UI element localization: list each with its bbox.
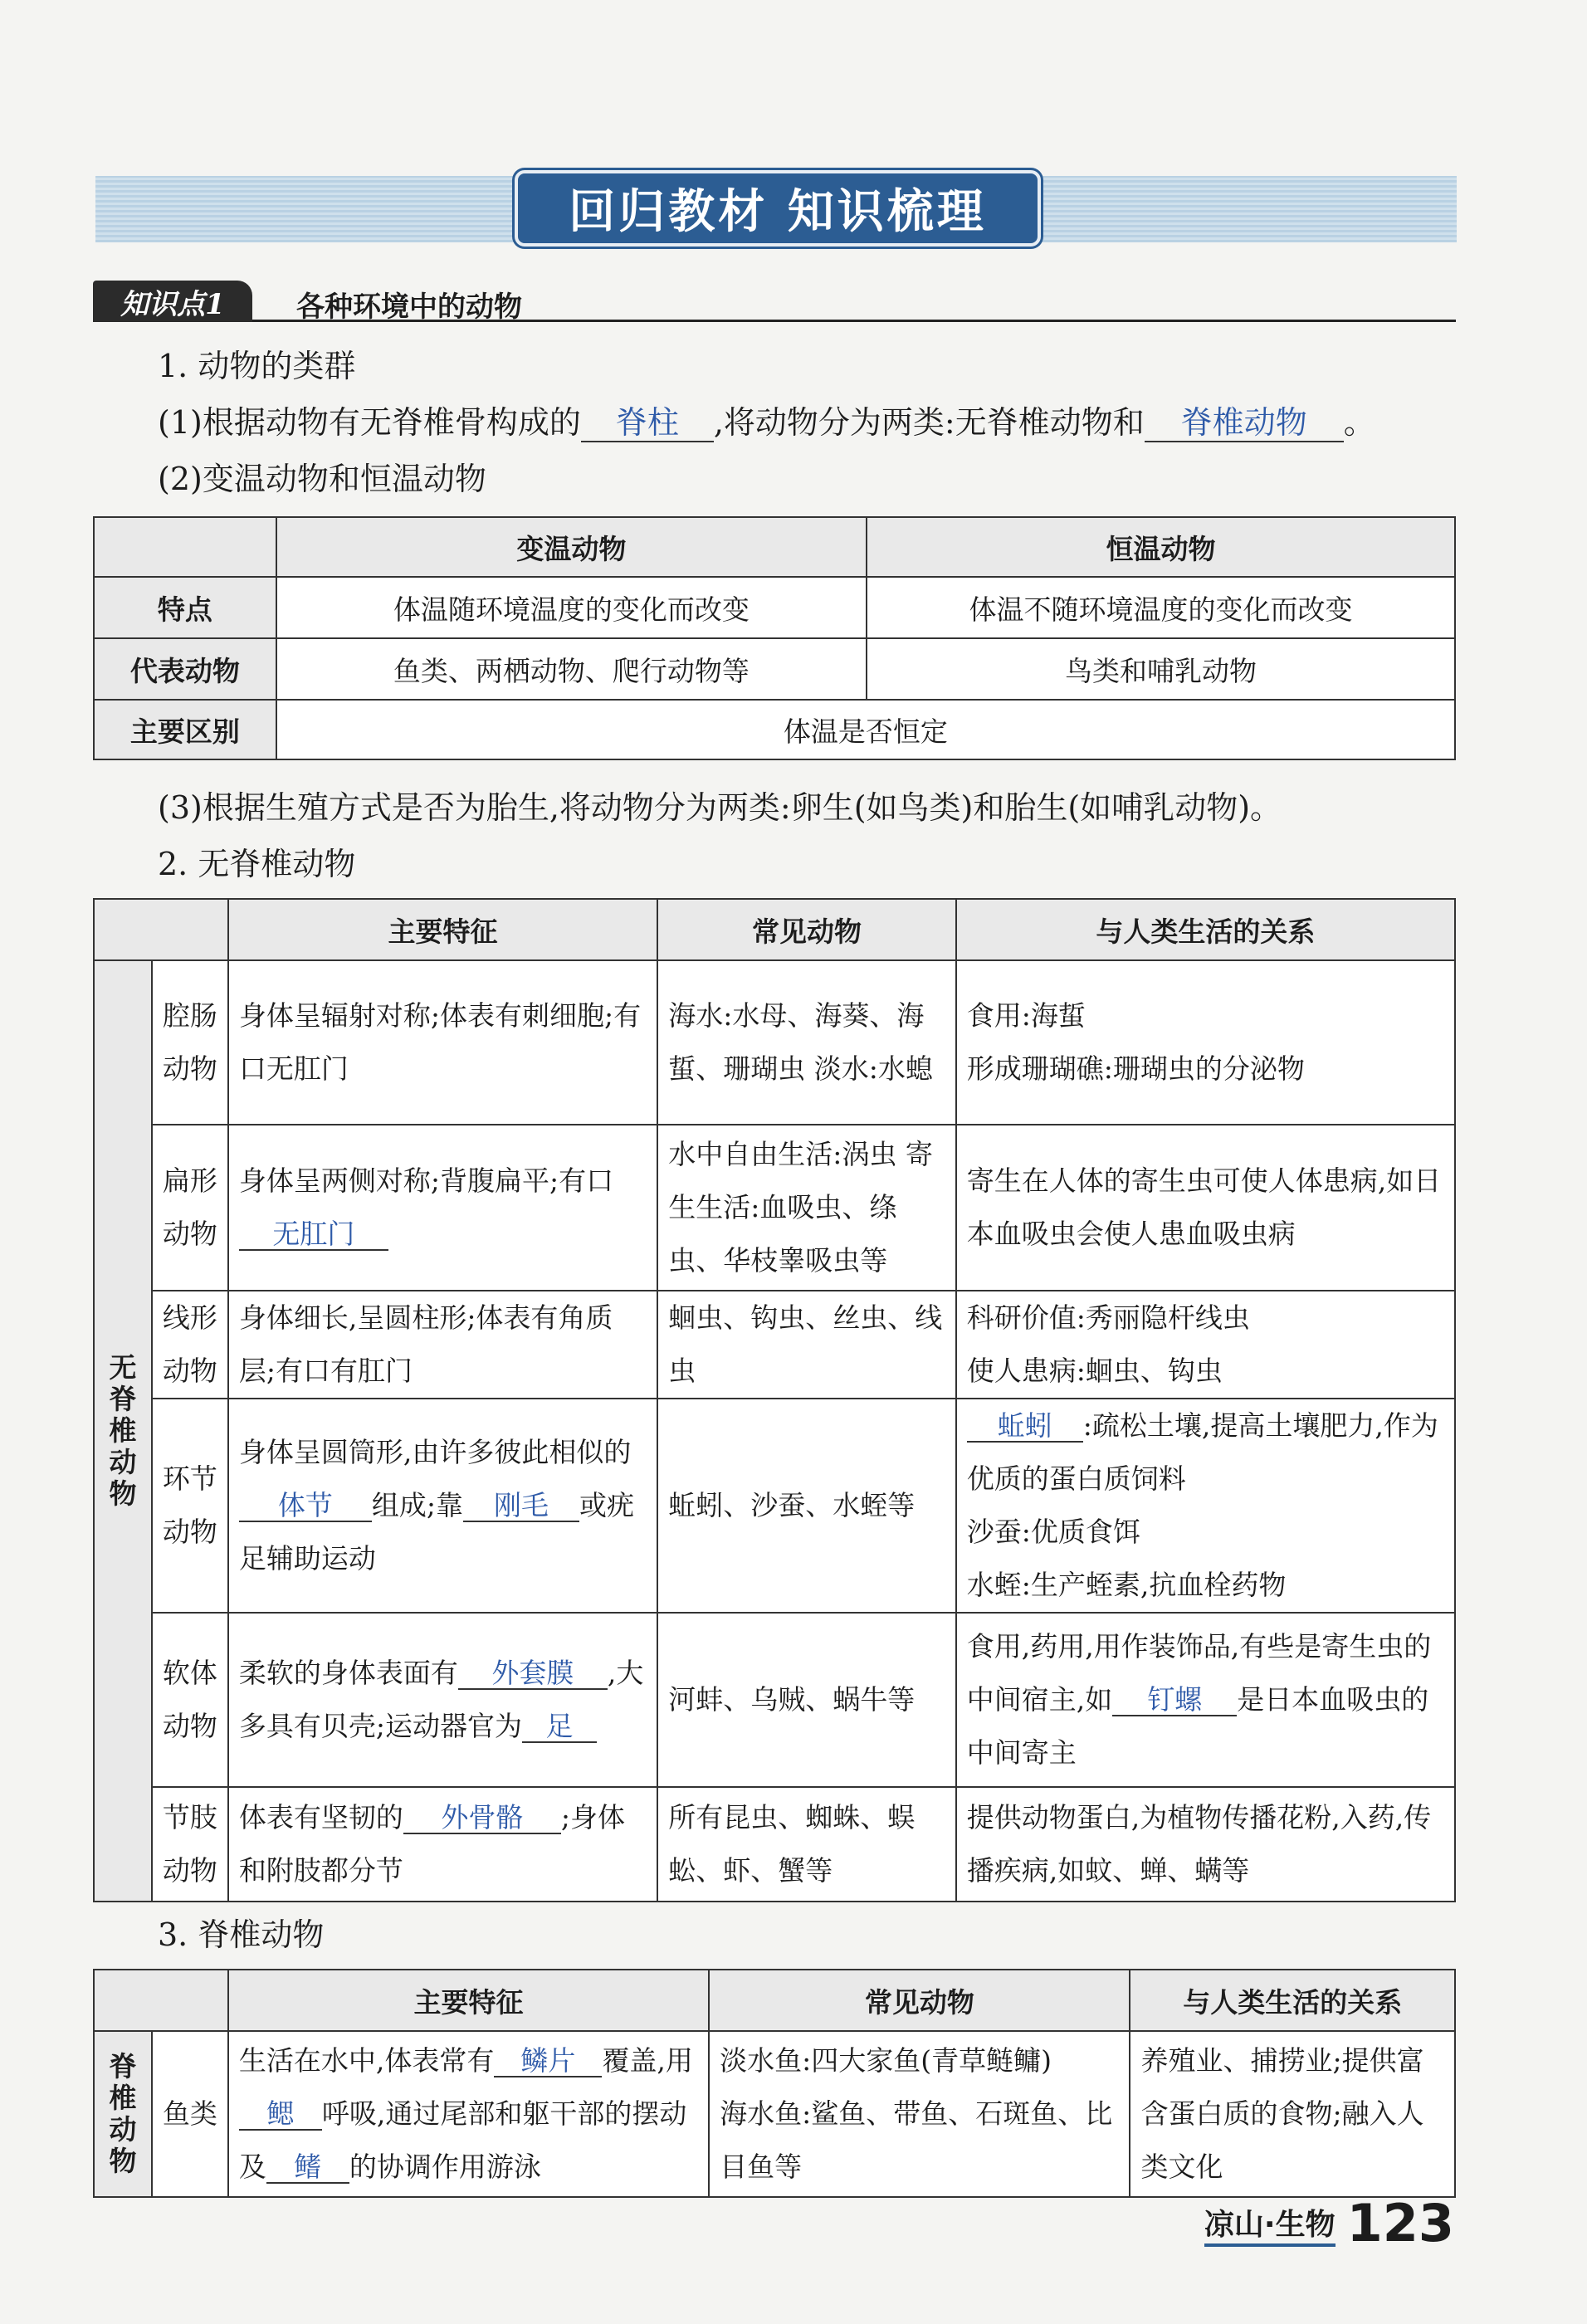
header-common-animals: 常见动物: [657, 899, 956, 960]
table-corner: [94, 1970, 228, 2031]
temperature-animals-table: [93, 516, 1456, 760]
main-difference: 体温是否恒定: [276, 700, 1455, 759]
cnidaria-animals: 海水:水母、海葵、海蜇、珊瑚虫 淡水:水螅: [657, 960, 956, 1125]
header-poikilotherm: 变温动物: [276, 517, 867, 577]
homeotherm-examples: 鸟类和哺乳动物: [867, 638, 1455, 700]
category-cnidaria: 腔肠动物: [152, 960, 228, 1125]
answer-blank-scales: 鳞片: [494, 2046, 602, 2077]
answer-blank-vertebrates: 脊椎动物: [1145, 406, 1344, 442]
mollusca-animals: 河蚌、乌贼、蜗牛等: [657, 1613, 956, 1787]
row-head-examples: 代表动物: [94, 638, 276, 700]
paragraph-1: [158, 397, 1375, 442]
answer-blank-setae: 刚毛: [463, 1491, 579, 1522]
vertebrates-table: [93, 1969, 1456, 2198]
category-platyhelminthes: 扁形动物: [152, 1125, 228, 1291]
nematoda-relation: 科研价值:秀丽隐杆线虫 使人患病:蛔虫、钩虫: [956, 1291, 1455, 1399]
homeotherm-features: 体温不随环境温度的变化而改变: [867, 577, 1455, 638]
arthropoda-features: 体表有坚韧的 外骨骼 ;身体和附肢都分节: [228, 1787, 657, 1902]
paragraph-2: (2)变温动物和恒温动物: [158, 461, 486, 497]
page-footer: [1204, 2193, 1454, 2253]
answer-blank-exoskeleton: 外骨骼: [403, 1803, 561, 1834]
header-relation: 与人类生活的关系: [1130, 1970, 1455, 2031]
answer-blank-segments: 体节: [239, 1491, 372, 1522]
annelida-relation: 蚯蚓 :疏松土壤,提高土壤肥力,作为优质的蛋白质饲料 沙蚕:优质食饵 水蛭:生产蛭素,抗血栓药物: [956, 1399, 1455, 1613]
table-corner: [94, 899, 228, 960]
row-head-difference: 主要区别: [94, 700, 276, 759]
answer-blank-oncomelania: 钉螺: [1112, 1685, 1237, 1716]
table-corner: [94, 517, 276, 577]
paragraph-3: (3)根据生殖方式是否为胎生,将动物分为两类:卵生(如鸟类)和胎生(如哺乳动物)。: [158, 789, 1282, 826]
section-banner-title: 回归教材 知识梳理: [515, 170, 1041, 247]
nematoda-features: 身体细长,呈圆柱形;体表有角质层;有口有肛门: [228, 1291, 657, 1399]
footer-subject: 凉山·生物: [1204, 2201, 1336, 2247]
category-mollusca: 软体动物: [152, 1613, 228, 1787]
poikilotherm-examples: 鱼类、两栖动物、爬行动物等: [276, 638, 867, 700]
knowledge-point-title: 各种环境中的动物: [296, 290, 522, 324]
section-3-heading: 3. 脊椎动物: [158, 1916, 325, 1953]
header-features: 主要特征: [228, 1970, 709, 2031]
answer-blank-gills: 鳃: [239, 2099, 322, 2131]
platyhelminthes-animals: 水中自由生活:涡虫 寄生生活:血吸虫、绦虫、华枝睾吸虫等: [657, 1125, 956, 1291]
p1-text-a: (1)根据动物有无脊椎骨构成的: [158, 404, 581, 441]
section-2-heading: 2. 无脊椎动物: [158, 846, 356, 882]
knowledge-point-badge: 知识点1: [93, 281, 252, 322]
header-homeotherm: 恒温动物: [867, 517, 1455, 577]
mollusca-relation: 食用,药用,用作装饰品,有些是寄生虫的中间宿主,如 钉螺 是日本血吸虫的中间寄主: [956, 1613, 1455, 1787]
category-annelida: 环节动物: [152, 1399, 228, 1613]
category-fish: 鱼类: [152, 2031, 228, 2197]
category-arthropoda: 节肢动物: [152, 1787, 228, 1902]
platyhelminthes-features: 身体呈两侧对称;背腹扁平;有口无肛门: [228, 1125, 657, 1291]
p1-text-b: ,将动物分为两类:无脊椎动物和: [713, 404, 1145, 441]
answer-blank-earthworm: 蚯蚓: [967, 1411, 1083, 1443]
answer-blank-foot: 足: [522, 1711, 597, 1743]
arthropoda-relation: 提供动物蛋白,为植物传播花粉,入药,传播疾病,如蚊、蝉、螨等: [956, 1787, 1455, 1902]
mollusca-features: 柔软的身体表面有 外套膜 ,大多具有贝壳;运动器官为 足: [228, 1613, 657, 1787]
fish-features: 生活在水中,体表常有 鳞片 覆盖,用鳃 呼吸,通过尾部和躯干部的摆动及 鳍 的协调作用游泳: [228, 2031, 709, 2197]
answer-blank-fins: 鳍: [266, 2152, 349, 2184]
header-features: 主要特征: [228, 899, 657, 960]
cnidaria-features: 身体呈辐射对称;体表有刺细胞;有口无肛门: [228, 960, 657, 1125]
invertebrates-table: [93, 898, 1456, 1902]
annelida-features: 身体呈圆筒形,由许多彼此相似的体节 组成;靠 刚毛 或疣足辅助运动: [228, 1399, 657, 1613]
group-label-invertebrates: 无脊椎动物: [94, 960, 152, 1902]
answer-blank-spine: 脊柱: [581, 406, 714, 442]
header-common-animals: 常见动物: [709, 1970, 1130, 2031]
header-relation: 与人类生活的关系: [956, 899, 1455, 960]
platyhelminthes-relation: 寄生在人体的寄生虫可使人体患病,如日本血吸虫会使人患血吸虫病: [956, 1125, 1455, 1291]
row-head-features: 特点: [94, 577, 276, 638]
group-label-vertebrates: 脊椎动物: [94, 2031, 152, 2197]
answer-blank-mantle: 外套膜: [458, 1658, 608, 1690]
knowledge-point-header: [93, 281, 1456, 322]
p1-text-end: 。: [1343, 404, 1375, 441]
answer-blank-no-anus: 无肛门: [239, 1219, 388, 1251]
fish-animals: 淡水鱼:四大家鱼(青草鲢鳙) 海水鱼:鲨鱼、带鱼、石斑鱼、比目鱼等: [709, 2031, 1130, 2197]
annelida-animals: 蚯蚓、沙蚕、水蛭等: [657, 1399, 956, 1613]
page-number: 123: [1346, 2193, 1454, 2253]
nematoda-animals: 蛔虫、钩虫、丝虫、线虫: [657, 1291, 956, 1399]
arthropoda-animals: 所有昆虫、蜘蛛、蜈蚣、虾、蟹等: [657, 1787, 956, 1902]
cnidaria-relation: 食用:海蜇 形成珊瑚礁:珊瑚虫的分泌物: [956, 960, 1455, 1125]
poikilotherm-features: 体温随环境温度的变化而改变: [276, 577, 867, 638]
section-1-heading: 1. 动物的类群: [158, 348, 356, 384]
category-nematoda: 线形动物: [152, 1291, 228, 1399]
fish-relation: 养殖业、捕捞业;提供富含蛋白质的食物;融入人类文化: [1130, 2031, 1455, 2197]
